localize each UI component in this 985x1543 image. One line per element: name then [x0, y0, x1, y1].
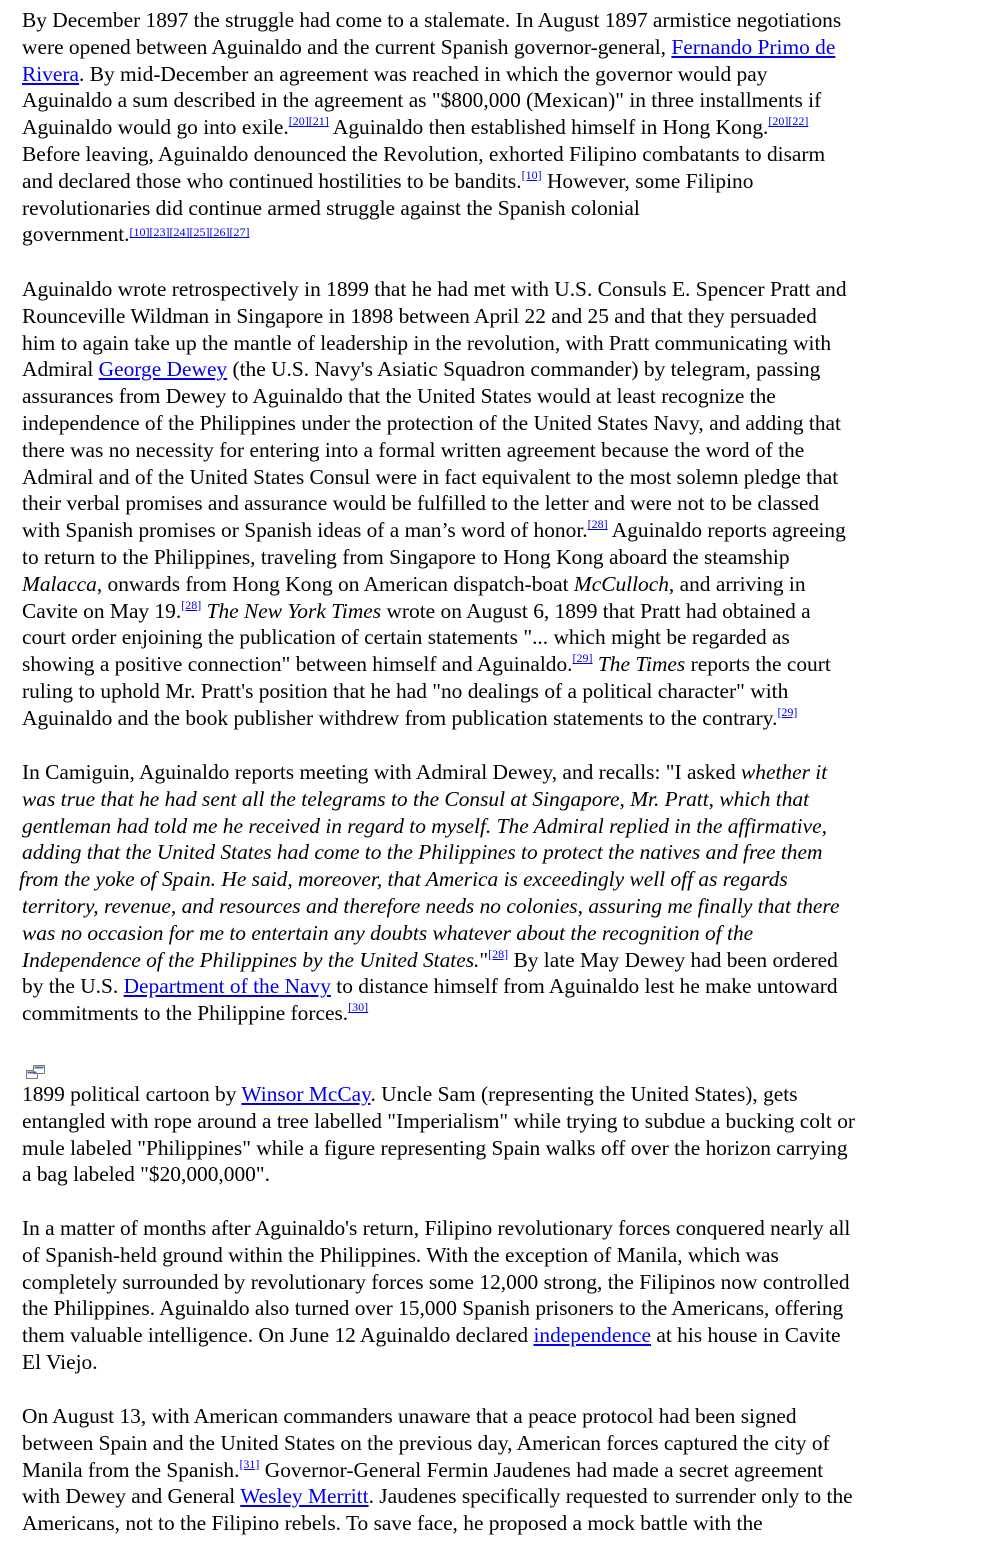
link-wesley-merritt[interactable]: Wesley Merritt — [240, 1484, 369, 1509]
citation-link[interactable]: [28] — [587, 517, 608, 532]
citation-link[interactable]: [29] — [572, 651, 593, 666]
text-run: In Camiguin, Aguinaldo reports meeting with Admiral Dewey, and recalls: "I asked — [22, 760, 742, 784]
publication-name: The New York Times — [201, 598, 382, 623]
text-run: , onwards from Hong Kong on American dispatch-boat — [96, 571, 574, 596]
quote-run: whether it — [741, 760, 828, 784]
ship-name: McCulloch — [573, 571, 669, 596]
text-run: Cavite on May 19. — [22, 598, 182, 623]
text-run: him to again take up the mantle of leadership in the revolution, with Pratt communicating with — [22, 330, 832, 355]
text-line — [22, 114, 942, 141]
text-run: , and arriving in — [668, 571, 806, 596]
quote-run: gentleman had told me he received in regard to myself. The Admiral replied in the affirmative, — [22, 813, 827, 838]
text-line — [22, 1215, 942, 1242]
text-line — [22, 1510, 942, 1537]
text-line — [22, 813, 942, 840]
ship-name: Malacca — [22, 571, 97, 596]
text-line — [22, 973, 942, 1000]
text-line — [22, 1108, 942, 1135]
text-run: Aguinaldo a sum described in the agreement as "$800,000 (Mexican)" in three installments if — [22, 88, 822, 113]
text-line — [22, 786, 942, 813]
text-line — [22, 1242, 942, 1269]
quote-run: territory, revenue, and resources and therefore needs no colonies, assuring me finally that there — [22, 893, 840, 918]
text-run: By December 1897 the struggle had come to a stalemate. In August 1897 armistice negotiations — [22, 8, 842, 32]
text-line — [22, 1295, 942, 1322]
link-independence[interactable]: independence — [533, 1323, 652, 1348]
text-line — [22, 517, 942, 544]
text-line — [22, 437, 942, 464]
quote-run: was no occasion for me to entertain any doubts whatever about the recognition of the — [22, 920, 754, 945]
text-run: a bag labeled "$20,000,000". — [22, 1162, 270, 1187]
paragraph-camiguin — [19, 759, 942, 1027]
text-run: Aguinaldo then established himself in Hong Kong. — [328, 115, 769, 140]
text-run: El Viejo. — [22, 1349, 98, 1374]
paragraph-independence — [22, 1215, 942, 1376]
text-run: and declared those who continued hostilities to be bandits. — [22, 168, 522, 193]
text-line — [22, 464, 942, 491]
citation-link[interactable]: [10] — [521, 167, 542, 182]
text-run: Governor-General Fermin Jaudenes had made a secret agreement — [259, 1457, 824, 1482]
text-run: By late May Dewey had been ordered — [508, 947, 838, 972]
paragraph-stalemate — [22, 7, 942, 248]
text-line — [22, 1269, 942, 1296]
text-run: the Philippines. Aguinaldo also turned over 15,000 Spanish prisoners to the Americans, offering — [22, 1296, 844, 1321]
text-line — [22, 1081, 942, 1108]
text-run: Admiral and of the United States Consul were in fact equivalent to the most solemn pledge that — [22, 464, 839, 489]
link-department-of-the-navy[interactable]: Department of the Navy — [123, 974, 331, 999]
text-run: Before leaving, Aguinaldo denounced the Revolution, exhorted Filipino combatants to disarm — [22, 141, 826, 166]
text-run: commitments to the Philippine forces. — [22, 1001, 349, 1026]
text-run: government. — [22, 222, 130, 247]
text-run: . Jaudenes specifically requested to surrender only to the — [368, 1484, 853, 1509]
citation-link[interactable]: [10][23][24][25][26][27] — [129, 225, 250, 240]
quote-mark: " — [479, 947, 489, 972]
text-line — [22, 410, 942, 437]
text-line — [19, 866, 942, 893]
text-line — [22, 1135, 942, 1162]
text-line — [22, 624, 942, 651]
text-run: independence of the Philippines under the protection of the United States Navy, and adding that — [22, 410, 841, 435]
paragraph-manila — [22, 1403, 942, 1537]
text-line — [22, 276, 942, 303]
text-run: of Spanish-held ground within the Philippines. With the exception of Manila, which was — [22, 1242, 779, 1267]
text-run: Americans, not to the Filipino rebels. To save face, he proposed a mock battle with the — [22, 1511, 763, 1536]
text-run: revolutionaries did continue armed struggle against the Spanish colonial — [22, 195, 640, 220]
text-run: between Spain and the United States on the previous day, American forces captured the city of — [22, 1430, 830, 1455]
text-line — [22, 356, 942, 383]
text-line — [22, 1161, 942, 1188]
citation-link[interactable]: [31] — [239, 1456, 260, 1471]
text-line — [22, 598, 942, 625]
text-line — [22, 490, 942, 517]
text-run: entangled with rope around a tree labelled "Imperialism" while trying to subdue a bucking colt or — [22, 1108, 856, 1133]
text-line — [22, 87, 942, 114]
text-line — [22, 141, 942, 168]
text-run: assurances from Dewey to Aguinaldo that the United States would at least recognize the — [22, 384, 776, 409]
text-line — [22, 1483, 942, 1510]
citation-link[interactable]: [28] — [488, 946, 509, 961]
paragraph-pratt-wildman — [22, 276, 942, 732]
quote-run: was true that he had sent all the telegrams to the Consul at Singapore, Mr. Pratt, which that — [22, 786, 810, 811]
text-run: court order enjoining the publication of certain statements "... which might be regarded as — [22, 625, 790, 650]
image-caption — [22, 1081, 942, 1188]
citation-link[interactable]: [20][22] — [768, 114, 809, 129]
text-line — [22, 1430, 942, 1457]
link-fernando-primo-de-rivera[interactable]: Fernando Primo de — [671, 34, 836, 59]
text-run: their verbal promises and assurance would be fulfilled to the letter and were not to be classed — [22, 491, 820, 516]
text-run: . By mid-December an agreement was reached in which the governor would pay — [79, 61, 768, 86]
text-run: to distance himself from Aguinaldo lest he make untoward — [330, 974, 838, 999]
text-run: Manila from the Spanish. — [22, 1457, 240, 1482]
text-line — [22, 893, 942, 920]
citation-link[interactable]: [20][21] — [288, 114, 329, 129]
text-run: showing a positive connection" between himself and Aguinaldo. — [22, 652, 573, 677]
citation-link[interactable]: [29] — [777, 704, 798, 719]
text-run: were opened between Aguinaldo and the current Spanish governor-general, — [22, 34, 672, 59]
citation-link[interactable]: [30] — [348, 1000, 369, 1015]
text-run: (the U.S. Navy's Asiatic Squadron commander) by telegram, passing — [227, 357, 821, 382]
text-run: . Uncle Sam (representing the United States), gets — [370, 1082, 798, 1106]
text-run: there was no necessity for entering into a formal written agreement because the word of the — [22, 437, 805, 462]
text-line — [22, 34, 942, 61]
text-run: Aguinaldo wrote retrospectively in 1899 that he had met with U.S. Consuls E. Spencer Pratt and — [22, 277, 847, 301]
quote-run: Independence of the Philippines by the United States. — [22, 947, 480, 972]
link-rivera[interactable]: Rivera — [22, 61, 80, 86]
text-line — [22, 1349, 942, 1376]
text-run: Rounceville Wildman in Singapore in 1898 between April 22 and 25 and that they persuaded — [22, 303, 817, 328]
text-line — [22, 195, 942, 222]
text-line — [22, 759, 942, 786]
text-line — [22, 1457, 942, 1484]
link-winsor-mccay[interactable]: Winsor McCay — [241, 1082, 371, 1106]
text-run: However, some Filipino — [541, 168, 754, 193]
text-run: Aguinaldo reports agreeing — [607, 518, 846, 543]
text-line — [22, 168, 942, 195]
text-line — [22, 678, 942, 705]
text-run: In a matter of months after Aguinaldo's return, Filipino revolutionary forces conquered nearly all — [22, 1216, 851, 1240]
text-run: mule labeled "Philippines" while a figure representing Spain walks off over the horizon carrying — [22, 1135, 848, 1160]
text-run: at his house in Cavite — [651, 1323, 841, 1348]
publication-name: The Times — [592, 652, 686, 677]
text-run: Aguinaldo would go into exile. — [22, 115, 289, 140]
text-line — [22, 330, 942, 357]
text-line — [22, 651, 942, 678]
text-line — [22, 920, 942, 947]
text-line — [22, 544, 942, 571]
text-line — [22, 303, 942, 330]
text-line — [22, 1000, 942, 1027]
text-line — [22, 705, 942, 732]
citation-link[interactable]: [28] — [181, 597, 202, 612]
text-run: completely surrounded by revolutionary forces some 12,000 strong, the Filipinos now controlled — [22, 1269, 850, 1294]
text-run: 1899 political cartoon by — [22, 1082, 242, 1106]
text-line — [22, 947, 942, 974]
text-run: Admiral — [22, 357, 99, 382]
image-placeholder-icon[interactable] — [26, 1064, 46, 1080]
text-line — [22, 61, 942, 88]
text-line — [22, 1403, 942, 1430]
text-run: On August 13, with American commanders unaware that a peace protocol had been signed — [22, 1404, 797, 1428]
text-line — [22, 571, 942, 598]
text-run: with Spanish promises or Spanish ideas of a man’s word of honor. — [22, 518, 588, 543]
text-run: with Dewey and General — [22, 1484, 241, 1509]
text-run: wrote on August 6, 1899 that Pratt had obtained a — [381, 598, 811, 623]
text-line — [22, 383, 942, 410]
text-run: them valuable intelligence. On June 12 Aguinaldo declared — [22, 1323, 534, 1348]
text-line — [22, 7, 942, 34]
text-run: to return to the Philippines, traveling from Singapore to Hong Kong aboard the steamship — [22, 544, 790, 569]
quote-run: adding that the United States had come to the Philippines to protect the natives and free them — [22, 840, 823, 865]
text-run: by the U.S. — [22, 974, 124, 999]
text-line — [22, 839, 942, 866]
text-line — [22, 221, 942, 248]
link-george-dewey[interactable]: George Dewey — [98, 357, 228, 382]
text-run: Aguinaldo and the book publisher withdrew from publication statements to the contrary. — [22, 705, 778, 730]
quote-run: from the yoke of Spain. He said, moreover, that America is exceedingly well off as regards — [19, 867, 788, 892]
text-run: reports the court — [685, 652, 831, 677]
text-line — [22, 1322, 942, 1349]
text-run: ruling to uphold Mr. Pratt's position that he had "no dealings of a political character" with — [22, 678, 789, 703]
